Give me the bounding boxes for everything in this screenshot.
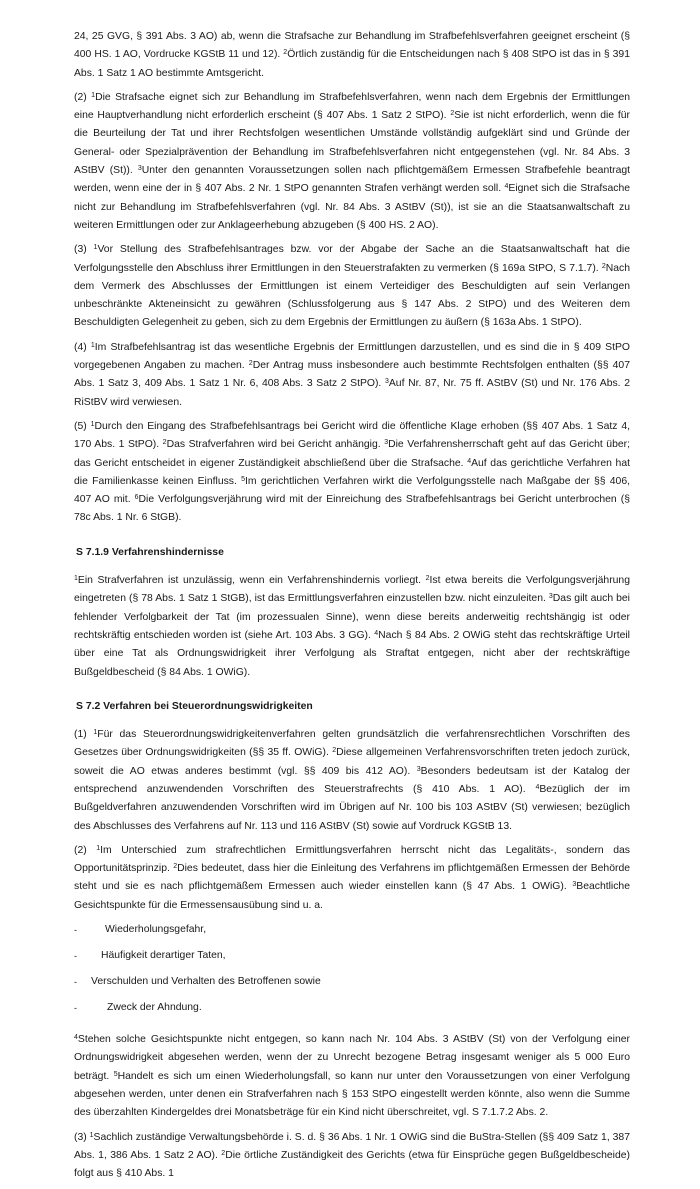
paragraph-2 bbox=[74, 89, 630, 235]
sentence-number: 3 bbox=[384, 439, 389, 447]
text-run: Im Unterschied zum strafrechtlichen Ermittlungsverfahren herrscht nicht das Legalitäts-, sondern das Opportunitätsprinzip. bbox=[74, 844, 631, 875]
bullet-icon: - bbox=[74, 925, 77, 936]
sentence-number: 1 bbox=[89, 1131, 94, 1139]
bullet-icon: - bbox=[74, 1003, 77, 1014]
text-run: Auf das gerichtliche Verfahren hat die Familienkasse keinen Einfluss. bbox=[74, 457, 630, 487]
text-run: Die Strafsache eignet sich zur Behandlung im Strafbefehlsverfahren, wenn nach dem Ergebnis der Ermittlungen eine Hauptverhandlung nicht erforderlich erscheint (§ 407 Abs. 1 Satz 2 StPO). bbox=[74, 91, 630, 122]
sentence-number: 1 bbox=[90, 420, 95, 428]
bullet-icon: - bbox=[74, 951, 77, 962]
text-run: Durch den Eingang des Strafbefehlsantrags bei Gericht wird die öffentliche Klage erhoben (§§ 407 Abs. 1 Satz 4, 170 Abs. 1 StPO). bbox=[74, 420, 630, 451]
text-run: Eignet sich die Strafsache nicht zur Behandlung im Strafbefehlsverfahren (vgl. Nr. 84 Abs. 3 AStBV (St)), ist sie an die Staatsanwaltschaft zu weiteren Ermittlungen oder zur Anklageerhebung abzugeben (§ 400 HS. 2 AO). bbox=[74, 183, 630, 231]
list-item-text: Häufigkeit derartiger Taten, bbox=[101, 950, 226, 962]
list-item-text: Wiederholungsgefahr, bbox=[105, 924, 207, 936]
sentence-number: 2 bbox=[450, 110, 455, 118]
text-run: (4) bbox=[74, 341, 91, 353]
sentence-number: 4 bbox=[535, 783, 540, 791]
text-run: Besonders bedeutsam ist der Katalog der entsprechend anzuwendenden Vorschriften des Steuerstrafrechts (§ 410 Abs. 1 AO). bbox=[74, 765, 631, 795]
text-run: Nach dem Vermerk des Abschlusses der Ermittlungen ist einem Verteidiger des Beschuldigten auf sein Verlangen unbeschränkte Akteneinsicht zu gewähren (Schlussfolgerung aus § 147 Abs. 2 StPO) und des Weiteren dem Beschuldigten Gelegenheit zu geben, sich zu dem Ergebnis der Ermittlungen zu äußern (§ 163a Abs. 1 StPO). bbox=[74, 262, 630, 329]
text-run: Vor Stellung des Strafbefehlsantrages bzw. vor der Abgabe der Sache an die Staatsanwaltschaft hat die Verfolgungsstelle den Abschluss ihrer Ermittlungen in den Steuerstrafakten zu vermerken (§ 169a StPO, S 7.1.7). bbox=[74, 244, 630, 274]
sentence-number: 3 bbox=[572, 881, 577, 889]
text-run: Sachlich zuständige Verwaltungsbehörde i. S. d. § 36 Abs. 1 Nr. 1 OWiG sind die BuStra-Stellen (§§ 409 Satz 1, 387 Abs. 1, 386 Abs. 1 Satz 2 AO). bbox=[74, 1131, 630, 1161]
paragraph-5 bbox=[74, 418, 630, 528]
sentence-number: 5 bbox=[113, 1070, 118, 1078]
paragraph-3 bbox=[74, 241, 630, 332]
list-item-text: Verschulden und Verhalten des Betroffenen sowie bbox=[91, 976, 321, 988]
sentence-number: 1 bbox=[93, 729, 98, 737]
sentence-number: 3 bbox=[137, 165, 142, 173]
sentence-number: 4 bbox=[74, 1034, 78, 1042]
text-run: (1) bbox=[74, 729, 94, 741]
sentence-number: 1 bbox=[96, 844, 101, 852]
text-run: Handelt es sich um einen Wiederholungsfall, so kann nur unter den Voraussetzungen von einer Verfolgung abgesehen werden, unter denen ein Strafverfahren nach § 153 StPO eingestellt werden könnte, also wenn die Summe des überzahlten Kindergeldes drei Monatsbeträge für ein Kind nicht überschreitet, vgl. S 7.1.7.2 Abs. 2. bbox=[74, 1070, 631, 1119]
bullet-icon: - bbox=[74, 977, 77, 988]
list-item bbox=[74, 947, 630, 973]
list-item bbox=[74, 999, 630, 1025]
text-run: Im gerichtlichen Verfahren wirkt die Verfolgungsstelle nach Maßgabe der §§ 406, 407 AO mit. bbox=[74, 475, 630, 506]
text-run: Nach § 84 Abs. 2 OWiG steht das rechtskräftige Urteil über eine Tat als Ordnungswidrigkeit ihrer Verfolgung als Straftat entgegen, nicht aber der rechtskräftige Bußgeldbescheid (§ 84 Abs. 1 OWiG). bbox=[74, 629, 630, 678]
sentence-number: 3 bbox=[548, 593, 553, 601]
paragraph-4 bbox=[74, 339, 630, 412]
text-run: Dies bedeutet, dass hier die Einleitung des Verfahrens im pflichtgemäßen Ermessen der Behörde steht und sie es nach pflichtgemäßem Ermessen auch wieder einstellen kann (§ 47 Abs. 1 OWiG). bbox=[74, 863, 630, 893]
list-item bbox=[74, 973, 630, 999]
text-run: Der Antrag muss insbesondere auch bestimmte Rechtsfolgen enthalten (§§ 407 Abs. 1 Satz 3, 409 Abs. 1 Satz 1 Nr. 6, 408 Abs. 3 Satz 2 StPO). bbox=[74, 360, 630, 390]
sentence-number: 2 bbox=[248, 360, 253, 368]
text-run: (3) bbox=[74, 244, 94, 256]
sentence-number: 2 bbox=[425, 575, 430, 583]
sentence-number: 6 bbox=[134, 494, 139, 502]
text-run: Unter den genannten Voraussetzungen sollen nach pflichtgemäßem Ermessen Strafbefehle beantragt werden, wenn eine der in § 407 Abs. 2 Nr. 1 StPO genannten Strafen verhängt werden soll. bbox=[74, 165, 631, 195]
list-item bbox=[74, 921, 630, 947]
sentence-number: 2 bbox=[332, 747, 337, 755]
text-run: (5) bbox=[74, 420, 91, 432]
text-run: Das gilt auch bei fehlender Verfolgbarkeit der Tat (im prozessualen Sinne), wenn diese bereits anderweitig rechtshängig ist oder rechtskräftig entschieden worden ist (siehe Art. 103 Abs. 3 GG). bbox=[74, 593, 630, 641]
text-run: Die Verfahrensherrschaft geht auf das Gericht über; das Gericht entscheidet in eigener Zuständigkeit abschließend über die Strafsache. bbox=[74, 439, 630, 469]
bullet-list bbox=[74, 921, 630, 1025]
section-heading-2: S 7.2 Verfahren bei Steuerordnungswidrigkeiten bbox=[76, 700, 313, 712]
paragraph-8 bbox=[74, 842, 630, 915]
sentence-number: 1 bbox=[91, 91, 96, 99]
text-run: Für das Steuerordnungswidrigkeitenverfahren gelten grundsätzlich die verfahrensrechtlichen Vorschriften des Gesetzes über Ordnungswidrigkeiten (§§ 35 ff. OWiG). bbox=[74, 729, 630, 759]
text-run: (2) bbox=[74, 844, 97, 856]
text-run: 24, 25 GVG, § 391 Abs. 3 AO) ab, wenn die Strafsache zur Behandlung im Strafbefehlsverfahren geeignet erscheint (§ 400 HS. 1 AO, Vordrucke KGStB 11 und 12). bbox=[74, 31, 630, 61]
text-run: Ein Strafverfahren ist unzulässig, wenn ein Verfahrenshindernis vorliegt. bbox=[77, 575, 426, 587]
sentence-number: 5 bbox=[241, 475, 246, 483]
text-run: Die Verfolgungsverjährung wird mit der Einreichung des Strafbefehlsantrags bei Gericht unterbrochen (§ 78c Abs. 1 Nr. 6 StGB). bbox=[74, 494, 630, 524]
sentence-number: 2 bbox=[162, 439, 167, 447]
sentence-number: 1 bbox=[74, 575, 78, 583]
list-item-text: Zweck der Ahndung. bbox=[107, 1002, 202, 1014]
sentence-number: 2 bbox=[283, 49, 288, 57]
section-heading: S 7.1.9 Verfahrenshindernisse bbox=[76, 546, 224, 558]
text-run: Auf Nr. 87, Nr. 75 ff. AStBV (St) und Nr. 176 Abs. 2 RiStBV wird verwiesen. bbox=[74, 378, 630, 408]
text-run: Im Strafbefehlsantrag ist das wesentliche Ergebnis der Ermittlungen darzustellen, und es sind die in § 409 StPO vorgegebenen Angaben zu machen. bbox=[74, 341, 630, 372]
sentence-number: 4 bbox=[504, 183, 509, 191]
sentence-number: 2 bbox=[221, 1149, 226, 1157]
text-run: Die örtliche Zuständigkeit des Gerichts (etwa für Einsprüche gegen Bußgeldbescheide) folgt aus § 410 Abs. 1 bbox=[74, 1149, 630, 1180]
document-page bbox=[74, 28, 630, 1189]
sentence-number: 3 bbox=[384, 378, 389, 386]
text-run: (3) bbox=[74, 1131, 90, 1143]
paragraph-6 bbox=[74, 572, 630, 682]
text-run: Diese allgemeinen Verfahrensvorschriften treten jedoch zurück, soweit die AO etwas anderes bestimmt (vgl. §§ 409 bis 412 AO). bbox=[74, 747, 630, 777]
text-run: Das Strafverfahren wird bei Gericht anhängig. bbox=[166, 439, 385, 451]
text-run: Bezüglich der im Bußgeldverfahren anzuwendenden Vorschriften wird im Übrigen auf Nr. 100 bis 103 AStBV (St) verwiesen; bezüglich des Abschlusses des Verfahrens auf Nr. 113 und 116 AStBV (St) sowie auf Vordruck KGStB 13. bbox=[74, 783, 630, 832]
sentence-number: 1 bbox=[90, 341, 95, 349]
text-run: Sie ist nicht erforderlich, wenn die für die Beurteilung der Tat und ihrer Rechtsfolgen wesentlichen Umstände vollständig aufgeklärt sind und Gründe der General- oder Spezialprävention der Behandlung im Strafbefehlsverfahren nicht entgegenstehen (vgl. Nr. 84 Abs. 3 AStBV (St)). bbox=[74, 110, 630, 177]
text-run: (2) bbox=[74, 91, 92, 103]
text-run: Ist etwa bereits die Verfolgungsverjährung eingetreten (§ 78 Abs. 1 Satz 1 StGB), ist das Ermittlungsverfahren einzustellen bzw. nicht einzuleiten. bbox=[74, 575, 630, 605]
sentence-number: 1 bbox=[93, 244, 98, 252]
paragraph-9 bbox=[74, 1031, 630, 1122]
text-run: Stehen solche Gesichtspunkte nicht entgegen, so kann nach Nr. 104 Abs. 3 AStBV (St) von der Verfolgung einer Ordnungswidrigkeit abgesehen werden, wenn der zu Unrecht bezogene Betrag insgesamt weniger als 5 000 Euro beträgt. bbox=[74, 1034, 630, 1082]
sentence-number: 2 bbox=[601, 262, 606, 270]
text-run: Beachtliche Gesichtspunkte für die Ermessensausübung sind u. a. bbox=[74, 881, 630, 911]
text-run: Örtlich zuständig für die Entscheidungen nach § 408 StPO ist das in § 391 Abs. 1 Satz 1 AO bestimmte Amtsgericht. bbox=[74, 49, 630, 79]
paragraph bbox=[74, 28, 630, 83]
sentence-number: 2 bbox=[173, 863, 178, 871]
sentence-number: 4 bbox=[467, 457, 472, 465]
sentence-number: 3 bbox=[416, 765, 421, 773]
paragraph-10 bbox=[74, 1129, 630, 1184]
paragraph-7 bbox=[74, 726, 630, 836]
sentence-number: 4 bbox=[374, 629, 379, 637]
